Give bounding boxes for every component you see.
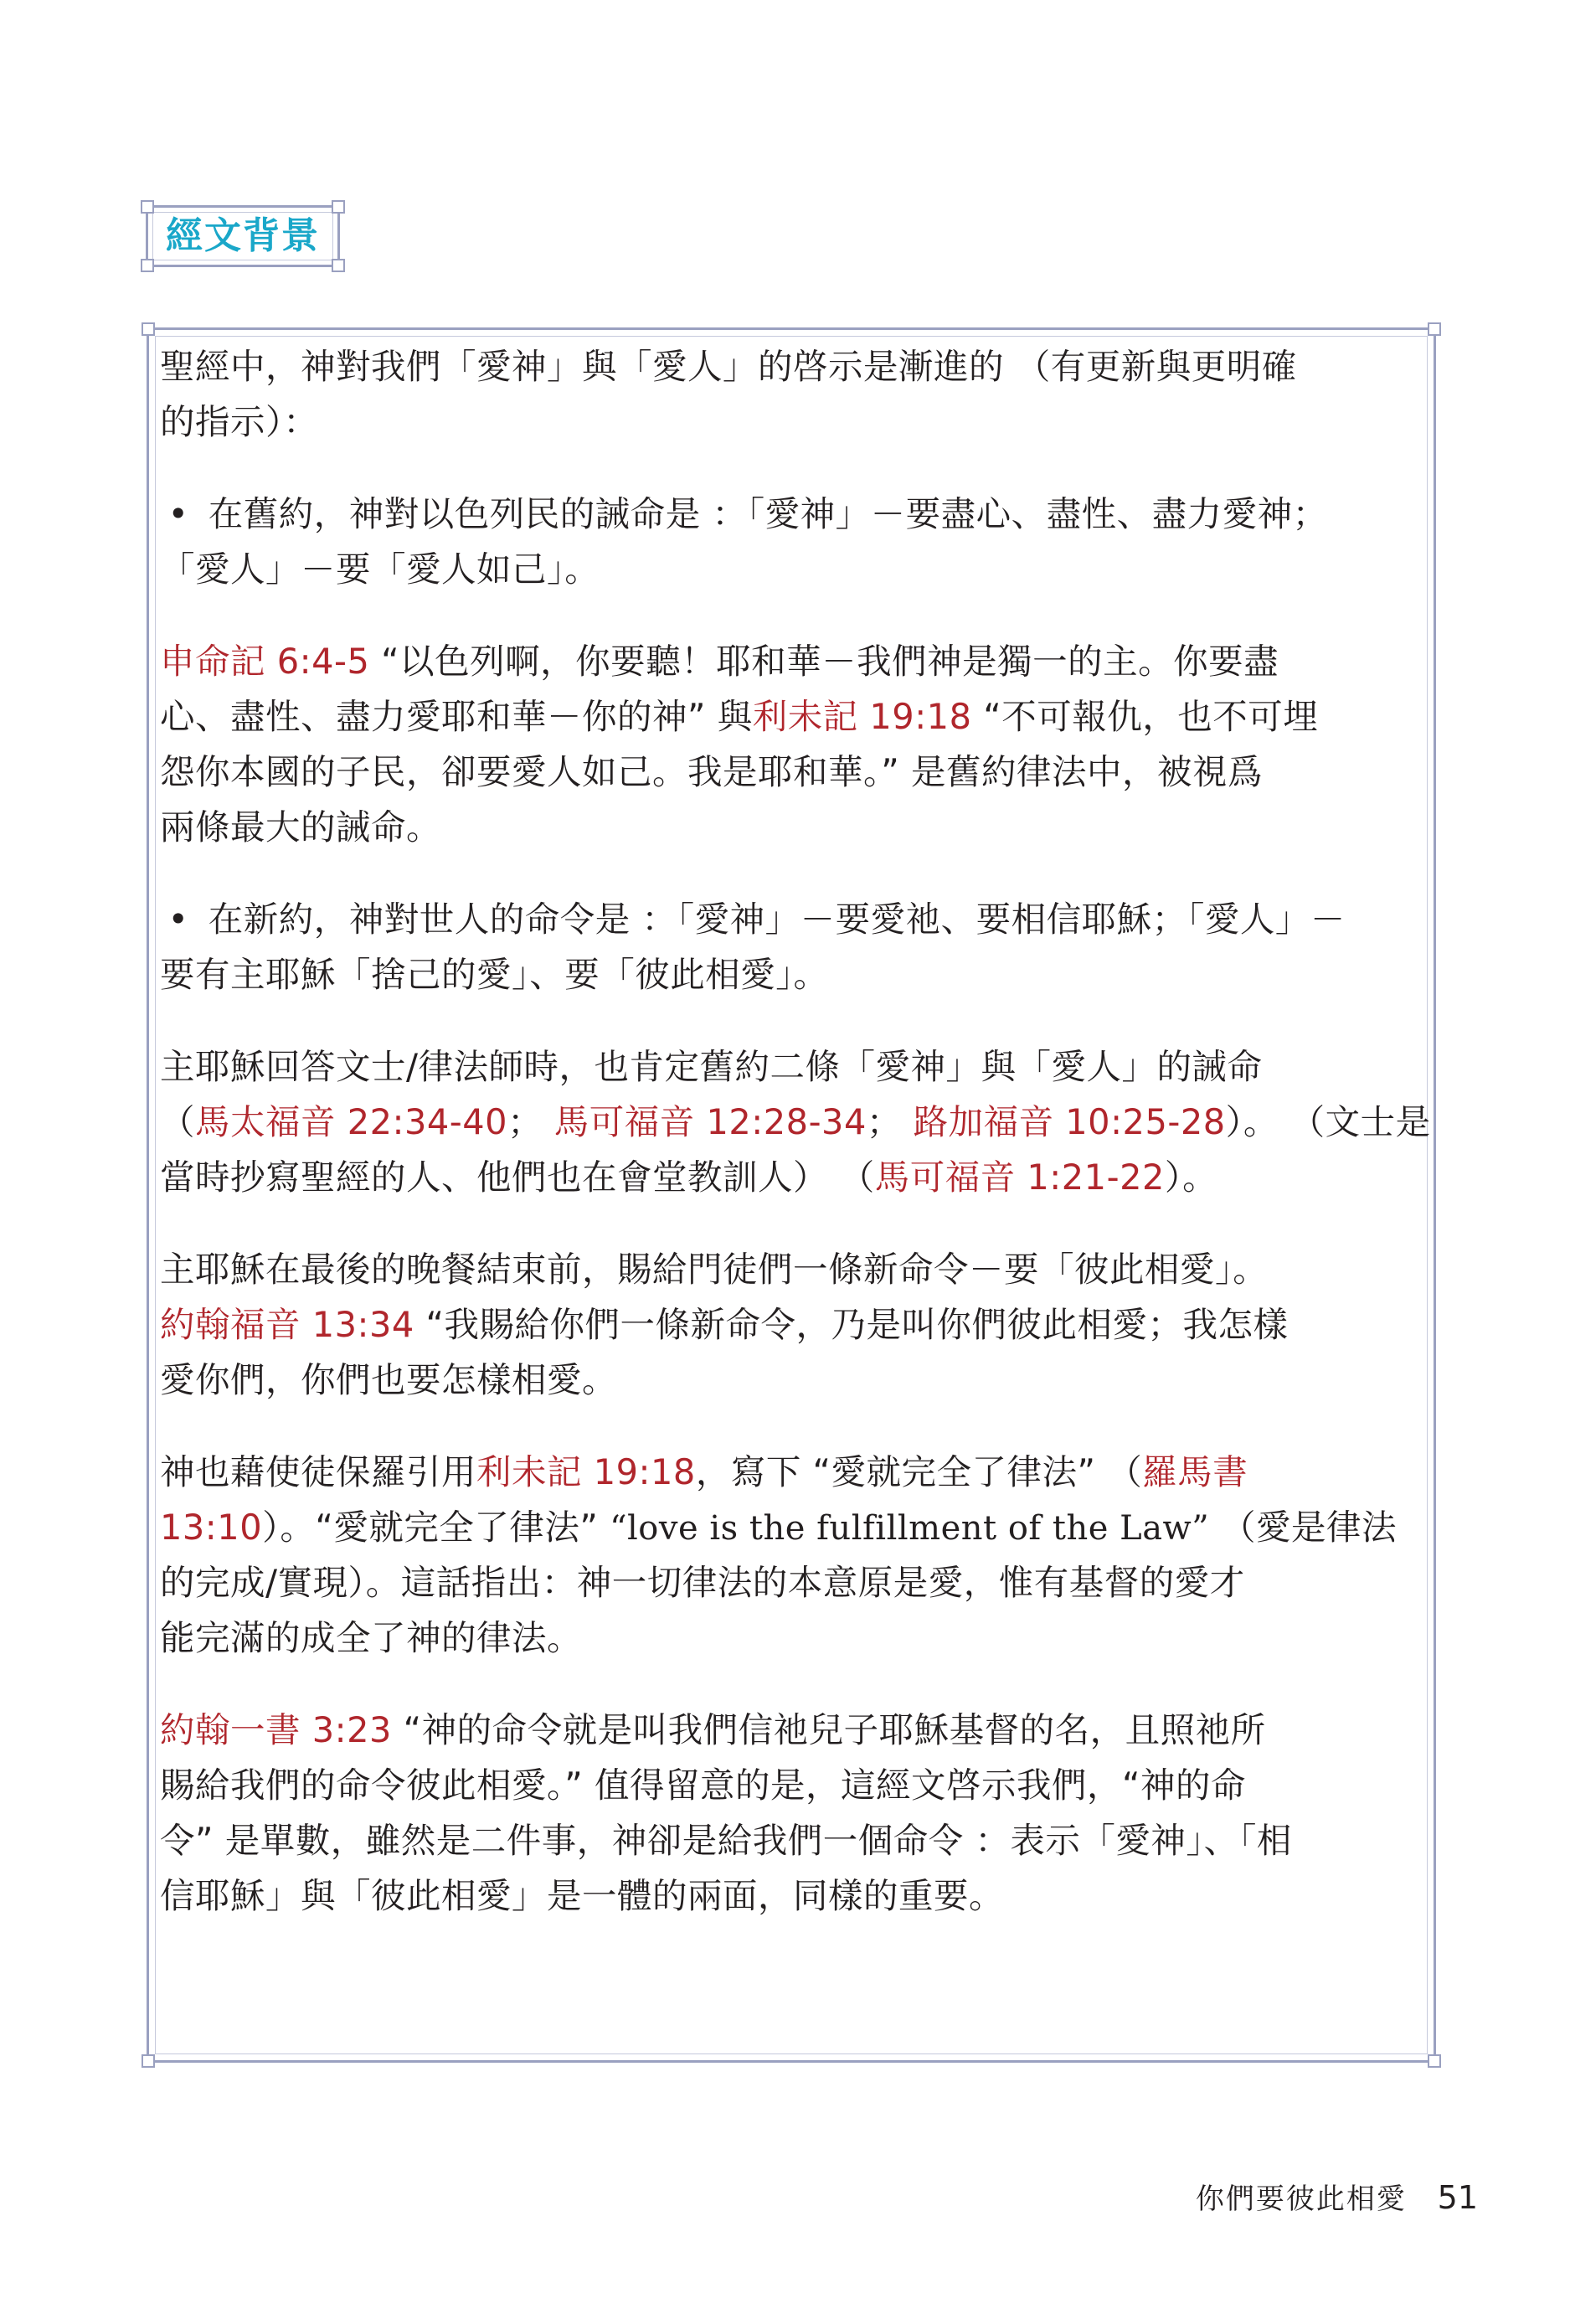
- text-segment: “神的命令就是叫我們信祂兒子耶穌基督的名，且照祂所: [391, 1709, 1266, 1750]
- page-number: 51: [1437, 2179, 1478, 2216]
- text-line: [160, 689, 1423, 745]
- paragraph: [160, 892, 1423, 1002]
- page-footer: [1196, 2181, 1478, 2216]
- text-line: [160, 1297, 1423, 1353]
- text-line: [160, 1242, 1423, 1297]
- text-segment: 心、盡性、盡力愛耶和華－你的神” 與: [160, 696, 753, 737]
- text-line: [160, 1353, 1423, 1408]
- paragraph: [160, 634, 1423, 855]
- text-segment: 信耶穌」與「彼此相愛」是一體的兩面，同樣的重要。: [160, 1875, 1005, 1916]
- text-segment: 神也藉使徒保羅引用: [160, 1451, 477, 1492]
- text-segment: 「愛人」－要「愛人如己」。: [160, 549, 600, 590]
- text-segment: 的指示）：: [160, 401, 319, 442]
- text-line: [160, 1703, 1423, 1758]
- paragraph: [160, 1445, 1423, 1666]
- text-segment: ）。 （文士是: [1225, 1101, 1431, 1142]
- text-line: [160, 1500, 1423, 1555]
- text-line: [160, 745, 1423, 800]
- scripture-reference: 利未記 19:18: [752, 696, 972, 737]
- frame-corner: [1428, 322, 1441, 336]
- text-line: [160, 1555, 1423, 1610]
- text-line: [160, 1095, 1431, 1150]
- text-segment: 能完滿的成全了神的律法。: [160, 1617, 583, 1658]
- scripture-reference: 路加福音 10:25-28: [913, 1101, 1226, 1142]
- scripture-reference: 約翰福音 13:34: [160, 1304, 414, 1345]
- paragraph: [160, 1039, 1431, 1205]
- section-title: 經文背景: [166, 214, 320, 257]
- text-segment: 主耶穌在最後的晚餐結束前，賜給門徒們一條新命令－要「彼此相愛」。: [160, 1249, 1269, 1290]
- text-segment: 賜給我們的命令彼此相愛。” 值得留意的是，這經文啓示我們，“神的命: [160, 1765, 1246, 1806]
- frame-corner: [142, 322, 155, 336]
- running-title: 你們要彼此相愛: [1195, 2182, 1407, 2216]
- frame-corner: [142, 2054, 155, 2068]
- paragraph: [160, 339, 1423, 450]
- text-segment: 在舊約，神對以色列民的誡命是 ：「愛神」－要盡心、盡性、盡力愛神；: [197, 493, 1328, 534]
- paragraph: [160, 487, 1423, 597]
- text-line: [160, 892, 1423, 947]
- text-segment: “不可報仇，也不可埋: [971, 696, 1319, 737]
- text-segment: “以色列啊，你要聽！耶和華－我們神是獨一的主。你要盡: [369, 641, 1279, 682]
- text-line: [160, 800, 1423, 855]
- scripture-reference: 馬可福音 1:21-22: [874, 1157, 1165, 1198]
- text-segment: ）。: [1164, 1157, 1218, 1198]
- body-text: [160, 339, 1431, 1961]
- text-segment: 的完成/實現）。這話指出：神一切律法的本意原是愛，惟有基督的愛才: [160, 1562, 1245, 1603]
- paragraph: [160, 1242, 1423, 1408]
- text-line: [160, 634, 1423, 689]
- text-line: [160, 1758, 1423, 1813]
- text-segment: （: [160, 1101, 196, 1142]
- bullet-icon: •: [167, 899, 189, 940]
- paragraph: [160, 1703, 1423, 1924]
- text-segment: ；: [507, 1101, 554, 1142]
- frame-corner: [332, 259, 345, 272]
- text-line: [160, 487, 1423, 542]
- frame-corner: [141, 200, 154, 214]
- text-segment: 聖經中，神對我們「愛神」與「愛人」的啓示是漸進的 （有更新與更明確: [160, 346, 1297, 387]
- section-title-badge: [139, 198, 347, 274]
- text-segment: 在新約，神對世人的命令是 ：「愛神」－要愛祂、要相信耶穌；「愛人」－: [197, 899, 1346, 940]
- scripture-background-box: [138, 319, 1444, 2071]
- text-line: [160, 1150, 1423, 1205]
- text-segment: 要有主耶穌「捨己的愛」、要「彼此相愛」。: [160, 954, 829, 995]
- scripture-reference: 馬可福音 12:28-34: [553, 1101, 867, 1142]
- frame-corner: [332, 200, 345, 214]
- text-line: [160, 542, 1423, 597]
- text-line: [160, 947, 1423, 1002]
- scripture-reference: 13:10: [160, 1507, 263, 1548]
- scripture-reference: 利未記 19:18: [476, 1451, 696, 1492]
- text-line: [160, 1039, 1423, 1095]
- text-segment: ，寫下 “愛就完全了律法” （: [695, 1451, 1143, 1492]
- frame-corner: [141, 259, 154, 272]
- text-segment: 愛你們，你們也要怎樣相愛。: [160, 1359, 618, 1400]
- text-segment: ；: [866, 1101, 914, 1142]
- text-segment: 怨你本國的子民，卻要愛人如己。我是耶和華。” 是舊約律法中，被視爲: [160, 751, 1263, 792]
- text-line: [160, 1610, 1423, 1666]
- english-quote: “love is the fulfillment of the Law”: [610, 1509, 1210, 1548]
- text-segment: （愛是律法: [1209, 1507, 1397, 1548]
- text-line: [160, 1445, 1423, 1500]
- bullet-icon: •: [167, 493, 189, 534]
- text-segment: ）。“愛就完全了律法”: [262, 1507, 610, 1548]
- text-segment: “我賜給你們一條新命令，乃是叫你們彼此相愛；我怎樣: [414, 1304, 1289, 1345]
- scripture-reference: 羅馬書: [1142, 1451, 1248, 1492]
- text-line: [160, 1813, 1423, 1868]
- text-line: [160, 339, 1423, 394]
- scripture-reference: 申命記 6:4-5: [160, 641, 370, 682]
- text-line: [160, 1868, 1423, 1924]
- text-segment: 當時抄寫聖經的人、他們也在會堂教訓人） （: [160, 1157, 875, 1198]
- scripture-reference: 約翰一書 3:23: [160, 1709, 392, 1750]
- frame-corner: [1428, 2054, 1441, 2068]
- text-segment: 兩條最大的誡命。: [160, 806, 442, 848]
- text-line: [160, 394, 1423, 450]
- text-segment: 主耶穌回答文士/律法師時，也肯定舊約二條「愛神」與「愛人」的誡命: [160, 1046, 1263, 1087]
- scripture-reference: 馬太福音 22:34-40: [195, 1101, 508, 1142]
- text-segment: 令” 是單數，雖然是二件事，神卻是給我們一個命令 ：表示「愛神」、「相: [160, 1820, 1292, 1861]
